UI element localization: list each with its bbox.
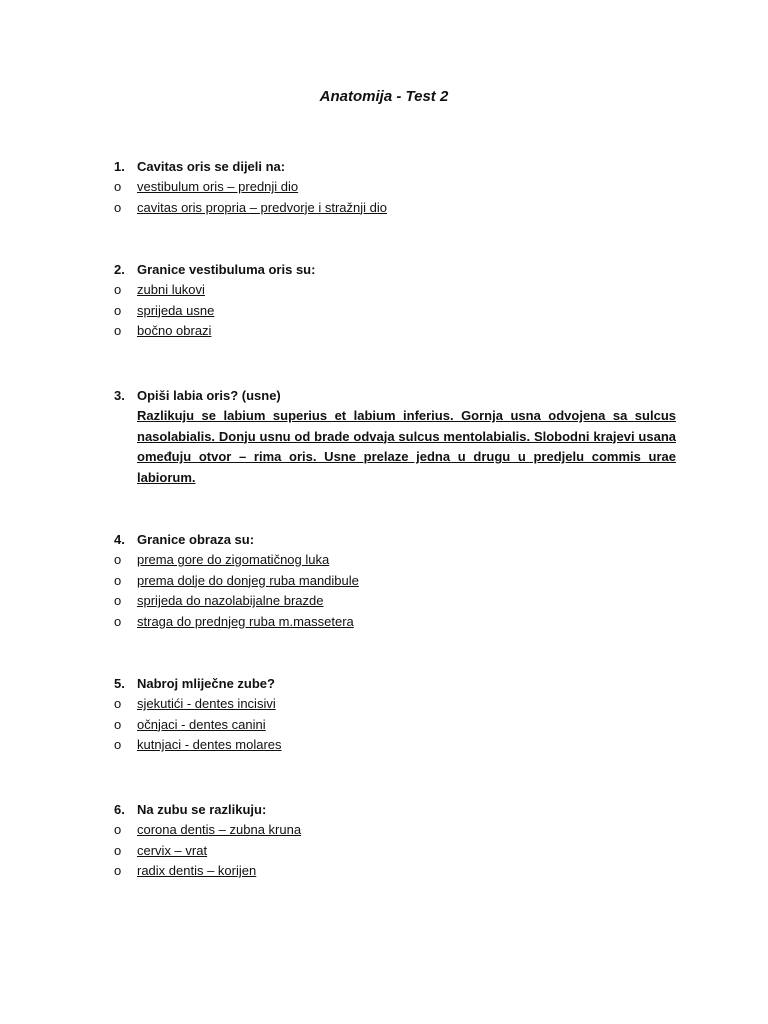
list-item bbox=[114, 591, 676, 612]
document-title: Anatomija - Test 2 bbox=[319, 88, 449, 105]
bullet-icon: o bbox=[114, 737, 122, 752]
question-heading bbox=[114, 673, 676, 694]
question-number: 3. bbox=[114, 388, 125, 403]
bullet-icon: o bbox=[114, 593, 122, 608]
bullet-icon: o bbox=[114, 199, 122, 215]
bullet-icon: o bbox=[114, 179, 122, 194]
question-number: 6. bbox=[114, 802, 125, 817]
list-item bbox=[114, 820, 676, 841]
question-text: Opiši labia oris? (usne) bbox=[137, 388, 281, 403]
item-text: prema dolje do donjeg ruba mandibule bbox=[137, 572, 359, 588]
question-2 bbox=[114, 259, 676, 342]
list-item bbox=[114, 280, 676, 301]
question-heading bbox=[114, 156, 676, 177]
answer-paragraph: Razlikuju se labium superius et labium inferius. Gornja usna odvojena sa sulcus nasolabialis. Donju usnu od brade odvaja sulcus mentolabialis. Slobodni krajevi usana omeđuju otvor – rima oris. Usne prelaze jedna u drugu u predjelu commis urae labiorum. bbox=[137, 408, 676, 485]
question-heading bbox=[114, 529, 676, 550]
item-text: očnjaci - dentes canini bbox=[137, 716, 266, 732]
question-6 bbox=[114, 799, 676, 882]
item-text: straga do prednjeg ruba m.massetera bbox=[137, 613, 354, 629]
list-item bbox=[114, 550, 676, 571]
bullet-icon: o bbox=[114, 716, 122, 732]
item-text: vestibulum oris – prednji dio bbox=[137, 179, 299, 194]
question-heading bbox=[114, 799, 676, 820]
list-item bbox=[114, 841, 676, 862]
question-text: Na zubu se razlikuju: bbox=[137, 802, 267, 817]
list-item bbox=[114, 198, 676, 219]
question-text: Cavitas oris se dijeli na: bbox=[137, 159, 286, 174]
item-text: bočno obrazi bbox=[137, 323, 212, 338]
question-number: 4. bbox=[114, 532, 125, 547]
question-3 bbox=[114, 385, 676, 488]
item-text: corona dentis – zubna kruna bbox=[137, 822, 302, 837]
item-text: sjekutići - dentes incisivi bbox=[137, 696, 276, 711]
list-item bbox=[114, 321, 676, 342]
bullet-icon: o bbox=[114, 822, 122, 837]
question-heading bbox=[114, 259, 676, 280]
bullet-icon: o bbox=[114, 282, 122, 297]
bullet-icon: o bbox=[114, 863, 122, 878]
question-text: Granice obraza su: bbox=[137, 532, 255, 547]
bullet-icon: o bbox=[114, 572, 122, 588]
bullet-icon: o bbox=[114, 696, 122, 711]
list-item bbox=[114, 612, 676, 633]
bullet-icon: o bbox=[114, 552, 122, 567]
list-item bbox=[114, 177, 676, 198]
bullet-icon: o bbox=[114, 842, 122, 858]
question-heading bbox=[114, 385, 676, 406]
item-text: sprijeda usne bbox=[137, 302, 215, 318]
item-text: prema gore do zigomatičnog luka bbox=[137, 552, 330, 567]
bullet-icon: o bbox=[114, 323, 122, 338]
item-text: sprijeda do nazolabijalne brazde bbox=[137, 593, 324, 608]
question-1 bbox=[114, 156, 676, 218]
list-item bbox=[114, 694, 676, 715]
bullet-icon: o bbox=[114, 613, 122, 629]
list-item bbox=[114, 861, 676, 882]
question-text: Granice vestibuluma oris su: bbox=[137, 262, 316, 277]
question-number: 5. bbox=[114, 676, 125, 691]
item-text: zubni lukovi bbox=[137, 282, 205, 297]
list-item bbox=[114, 571, 676, 592]
item-text: radix dentis – korijen bbox=[137, 863, 257, 878]
list-item bbox=[114, 715, 676, 736]
question-number: 2. bbox=[114, 262, 125, 277]
list-item bbox=[114, 735, 676, 756]
item-text: cervix – vrat bbox=[137, 842, 208, 858]
question-text: Nabroj mliječne zube? bbox=[137, 676, 275, 691]
question-4 bbox=[114, 529, 676, 632]
question-number: 1. bbox=[114, 159, 125, 174]
list-item bbox=[114, 301, 676, 322]
item-text: cavitas oris propria – predvorje i stražnji dio bbox=[137, 199, 387, 215]
item-text: kutnjaci - dentes molares bbox=[137, 737, 282, 752]
question-5 bbox=[114, 673, 676, 756]
bullet-icon: o bbox=[114, 302, 122, 318]
